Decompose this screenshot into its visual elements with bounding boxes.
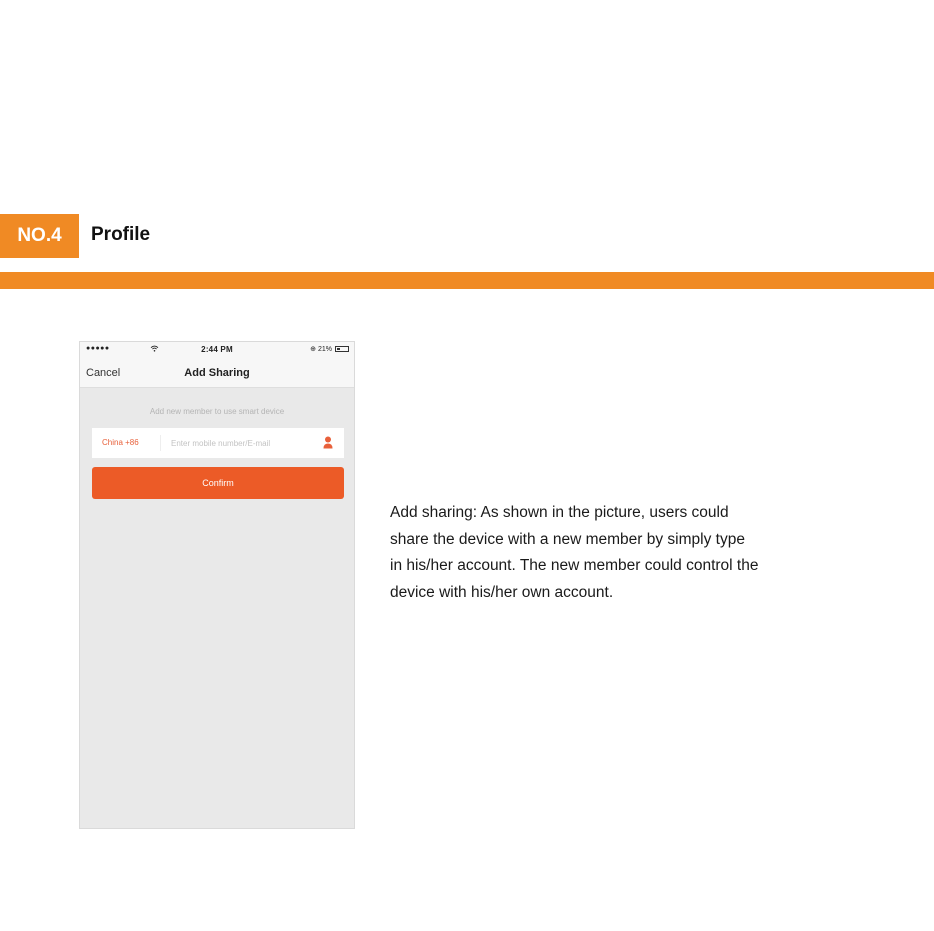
battery-indicator [310, 345, 349, 353]
signal-strength-icon: ●●●●● [86, 345, 110, 352]
description-line: share the device with a new member by simply type [390, 530, 745, 548]
description-line: in his/her account. The new member could control the [390, 557, 759, 574]
divider-bar [0, 272, 934, 289]
confirm-button[interactable]: Confirm [92, 467, 344, 499]
phone-screenshot [79, 341, 355, 829]
account-input[interactable] [171, 434, 321, 452]
account-input-row [92, 428, 344, 458]
section-title: Profile [91, 224, 151, 245]
nav-title: Add Sharing [184, 367, 250, 379]
battery-percent: ⊕ 21% [310, 346, 332, 353]
hint-text: Add new member to use smart device [149, 407, 285, 416]
description-text [390, 500, 850, 606]
battery-icon [335, 346, 349, 352]
input-divider [160, 435, 161, 451]
status-bar [80, 342, 354, 358]
description-line: Add sharing: As shown in the picture, users could [390, 504, 729, 521]
nav-bar [80, 358, 354, 388]
description-line: device with his/her own account. [390, 583, 614, 601]
status-time: 2:44 PM [201, 345, 233, 354]
country-code-selector[interactable]: China +86 [102, 438, 139, 447]
section-number-badge: NO.4 [0, 214, 79, 258]
person-icon[interactable] [323, 436, 333, 449]
cancel-button[interactable]: Cancel [86, 367, 121, 379]
